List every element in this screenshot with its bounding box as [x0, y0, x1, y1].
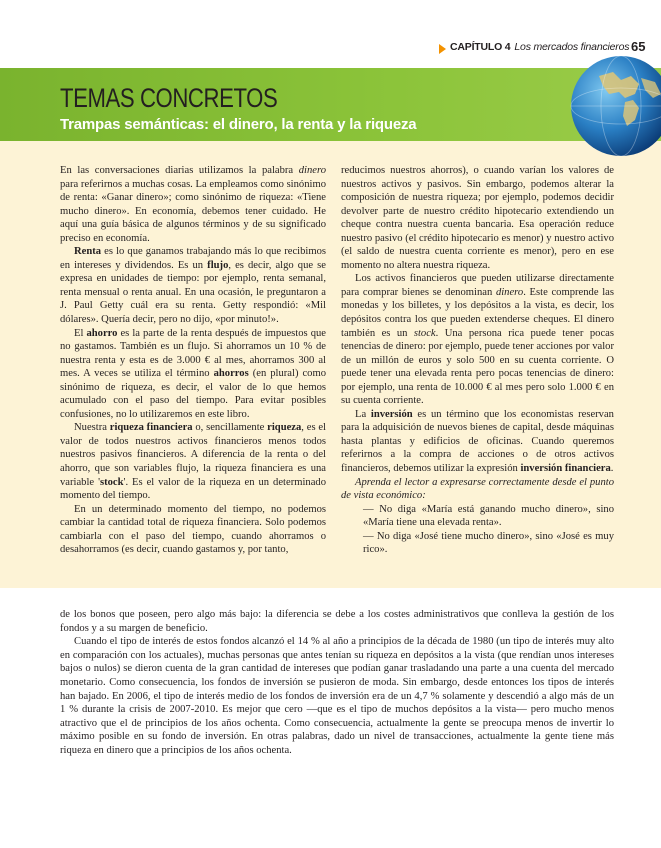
banner-subtitle: Trampas semánticas: el dinero, la renta y la riqueza: [60, 116, 417, 133]
section-banner: [0, 68, 661, 141]
paragraph: En un determinado momento del tiempo, no podemos cambiar la cantidad total de riqueza financiera. Solo podemos cambiarla con el paso del tiempo, cuando ahorramos o desahorramos (es decir, cuando gastamos y, por tanto,: [60, 503, 326, 556]
paragraph: En las conversaciones diarias utilizamos la palabra dinero para referirnos a muchas cosas. La empleamos como sinónimo de renta: «Ganar dinero»; como sinónimo de riqueza: «Tiene mucho dinero». En economía, debemos tener cuidado. He aquí una guía básica de algunos términos y de su significado preciso en economía.: [60, 165, 326, 244]
paragraph: Cuando el tipo de interés de estos fondos alcanzó el 14 % al año a principios de la década de 1980 (un tipo de interés muy alto en comparación con los actuales), muchas personas que antes tenían su riqueza en depósitos a la vista (que rendían unos intereses bajos o nulos) se dieron cuenta de la gran cantidad de intereses que podían ganar trasladando una parte a una cuenta del mercado monetario. Como consecuencia, los fondos de inversión se pusieron de moda. Sin embargo, desde entonces los tipos de interés han bajado. En 2006, el tipo de interés medio de los fondos de inversión era de un 4,7 % solamente y descendió a algo más de un 1 % durante la crisis de 2007-2010. Es mejor que cero —que es el tipo de muchos depósitos a la vista— pero mucho menos atractivo que el de principios de los años ochenta. Como consecuencia, actualmente la gente se preocupa menos de invertir lo máximo posible en su fondo de inversión. En otras palabras, dado un nivel de transacciones, actualmente la gente tiene más riqueza en dinero que a principios de los años ochenta.: [60, 636, 614, 756]
list-item: — No diga «María está ganando mucho dinero», sino «María tiene una elevada renta».: [363, 503, 614, 529]
chapter-title: Los mercados financieros: [514, 41, 630, 53]
body-text: [60, 608, 614, 758]
paragraph: Renta es lo que ganamos trabajando más lo que recibimos en intereses y dividendos. Es un flujo, es decir, algo que se expresa en unidades de tiempo: por ejemplo, renta semanal, renta mensual o renta anual. En una ocasión, le preguntaron a J. Paul Getty cuál era su renta. Getty respondió: «Mil dólares». Quería decir, pero no dijo, «por minuto!».: [60, 246, 326, 326]
chevron-right-icon: [439, 44, 446, 54]
list-item: — No diga «José tiene mucho dinero», sino «José es muy rico».: [363, 530, 614, 556]
paragraph: Nuestra riqueza financiera o, sencillamente riqueza, es el valor de todos nuestros activos financieros menos todos nuestros pasivos financieros. A diferencia de la renta o del ahorro, que son variables flujo, la riqueza financiera es una variable 'stock'. Es el valor de la riqueza en un determinado momento del tiempo.: [60, 422, 327, 502]
paragraph: Aprenda el lector a expresarse correctamente desde el punto de vista económico:: [341, 476, 614, 502]
globe-icon: [569, 54, 661, 158]
paragraph: reducimos nuestros ahorros), o cuando varían los valores de nuestros activos y pasivos. Sin embargo, podemos alterar la composición de nuestra riqueza; por ejemplo, podemos decidir devolver parte de nuestro crédito hipotecario extendiendo un cheque contra nuestra cuenta bancaria. Esa operación reduce nuestro pasivo (el crédito hipotecario es menor) y nuestro activo (el saldo de nuestra cuenta corriente es menor), pero en ese momento no altera nuestra riqueza.: [341, 165, 614, 271]
paragraph: de los bonos que poseen, pero algo más bajo: la diferencia se debe a los costes administrativos que conlleva la gestión de los fondos y a su margen de beneficio.: [60, 609, 614, 634]
chapter-label: CAPÍTULO 4 Los mercados financieros: [450, 41, 630, 53]
paragraph: El ahorro es la parte de la renta después de impuestos que no gastamos. También es un flujo. Si ahorramos un 10 % de nuestra renta y esta es de 3.000 € al mes, ahorramos 300 al mes. A veces se utiliza el término ahorros (en plural) como sinónimo de riqueza, es decir, el valor de lo que hemos acumulado con el paso del tiempo. Para evitar posibles confusiones, no lo utilizaremos en este libro.: [60, 327, 327, 420]
page-number: 65: [631, 39, 646, 54]
box-column-left: [60, 164, 326, 557]
box-column-right: [341, 164, 614, 557]
running-header: [0, 38, 661, 60]
paragraph: Los activos financieros que pueden utilizarse directamente para comprar bienes se denominan dinero. Este comprende las monedas y los billetes, y los depósitos a la vista, es decir, los depósitos contra los que pueden extenderse cheques. El dinero también es un stock. Una persona rica puede tener pocas tenencias de dinero: por ejemplo, puede tener acciones por valor de un millón de euros y solo 500 en su cuenta corriente. O puede tener una elevada renta pero pocas tenencias de dinero: por ejemplo, una renta de 10.000 € al mes pero solo 1.000 € en su cuenta corriente.: [341, 273, 614, 407]
paragraph: La inversión es un término que los economistas reservan para la adquisición de nuevos bienes de capital, desde máquinas hasta plantas y edificios de oficinas. Cuando queremos referirnos a la compra de acciones o de otros activos financieros, debemos utilizar la expresión inversión financiera.: [341, 408, 614, 475]
banner-title: TEMAS CONCRETOS: [60, 83, 278, 113]
